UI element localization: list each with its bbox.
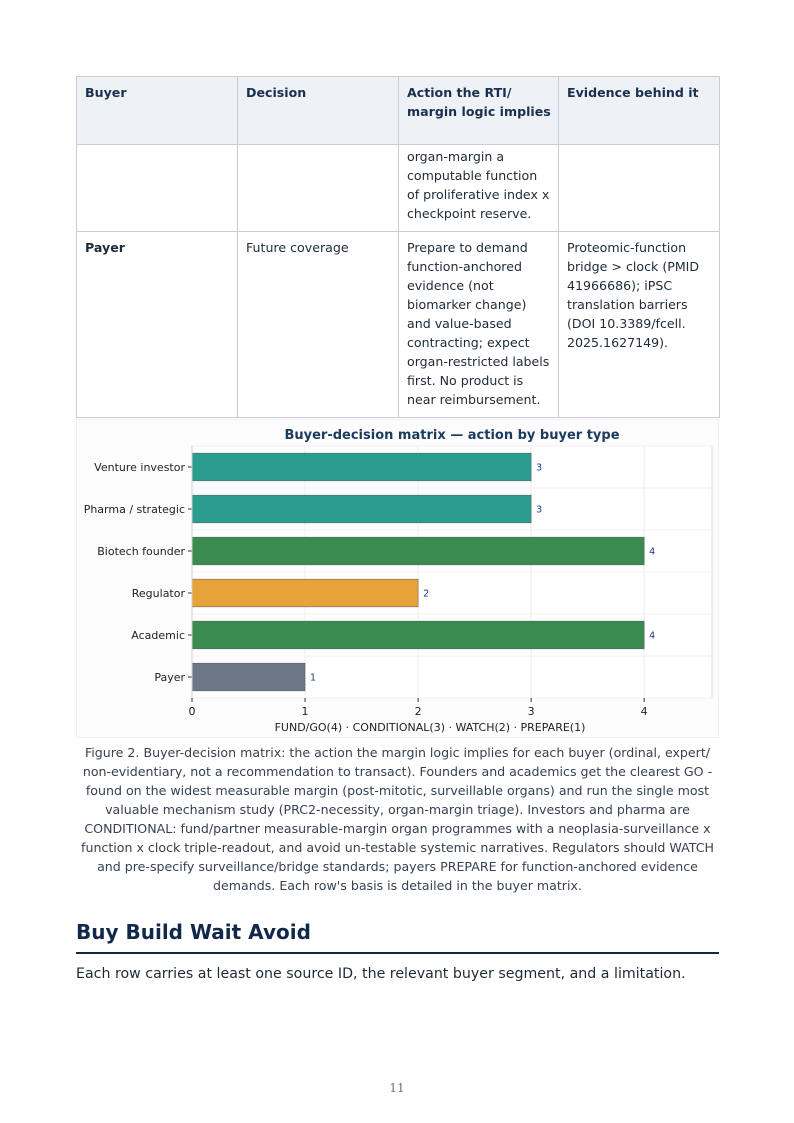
- table-header-row: [77, 77, 720, 145]
- x-tick-label: 3: [527, 705, 535, 718]
- x-tick-label: 2: [414, 705, 422, 718]
- data-label: 3: [536, 462, 543, 474]
- buyer-decision-chart: [76, 419, 719, 738]
- cell-action: organ-margin a computable function of proliferative index x checkpoint reserve.: [399, 145, 559, 232]
- chart-title: Buyer-decision matrix — action by buyer type: [284, 428, 620, 443]
- cell-buyer: [77, 145, 238, 232]
- cell-decision: Future coverage: [238, 232, 399, 418]
- bar: [192, 579, 418, 607]
- buyer-decision-table: [76, 76, 720, 418]
- y-tick-label: Venture investor: [94, 461, 185, 474]
- data-label: 4: [649, 546, 656, 558]
- bar: [192, 663, 305, 691]
- header-decision: Decision: [238, 77, 399, 145]
- data-label: 4: [649, 630, 656, 642]
- data-label: 3: [536, 504, 543, 516]
- cell-evidence: [559, 145, 720, 232]
- header-buyer: Buyer: [77, 77, 238, 145]
- cell-decision: [238, 145, 399, 232]
- header-action: Action the RTI/ margin logic implies: [399, 77, 559, 145]
- cell-action: Prepare to demand function-anchored evidence (not biomarker change) and value-based contracting; expect organ-restricted labels first. No product is near reimbursement.: [399, 232, 559, 418]
- chart-canvas: [77, 420, 720, 739]
- x-tick-label: 0: [188, 705, 196, 718]
- data-label: 1: [310, 672, 317, 684]
- table-row: [77, 232, 720, 418]
- bar: [192, 495, 531, 523]
- page-number: 11: [389, 1081, 405, 1095]
- bar: [192, 453, 531, 481]
- x-tick-label: 4: [640, 705, 648, 718]
- bar: [192, 537, 644, 565]
- bar: [192, 621, 644, 649]
- cell-evidence: Proteomic-function bridge > clock (PMID 41966686); iPSC translation barriers (DOI 10.3389/fcell. 2025.1627149).: [559, 232, 720, 418]
- x-axis-label: FUND/GO(4) · CONDITIONAL(3) · WATCH(2) · PREPARE(1): [274, 721, 586, 734]
- figure-caption: Figure 2. Buyer-decision matrix: the action the margin logic implies for each buyer (ordinal, expert/ non-evidentiary, not a recommendation to transact). Founders and academics get the clearest GO - found on the widest measurable margin (post-mitotic, surveillable organs) and run the single most valuable mechanism study (PRC2-necessity, organ-margin triage). Investors and pharma are CONDITIONAL: fund/partner measurable-margin organ programmes with a neoplasia-surveillance x function x clock triple-readout, and avoid un-testable systemic narratives. Regulators should WATCH and pre-specify surveillance/bridge standards; payers PREPARE for function-anchored evidence demands. Each row's basis is detailed in the buyer matrix.: [81, 745, 714, 893]
- y-tick-label: Academic: [131, 629, 185, 642]
- table-row: [77, 145, 720, 232]
- y-tick-label: Regulator: [131, 587, 185, 600]
- y-tick-label: Pharma / strategic: [83, 503, 185, 516]
- data-label: 2: [423, 588, 430, 600]
- section-body: Each row carries at least one source ID, the relevant buyer segment, and a limitation.: [76, 966, 686, 982]
- section-heading: Buy Build Wait Avoid: [76, 920, 719, 954]
- y-tick-label: Biotech founder: [97, 545, 185, 558]
- y-tick-label: Payer: [154, 671, 185, 684]
- x-tick-label: 1: [301, 705, 309, 718]
- cell-buyer: Payer: [77, 232, 238, 418]
- header-evidence: Evidence behind it: [559, 77, 720, 145]
